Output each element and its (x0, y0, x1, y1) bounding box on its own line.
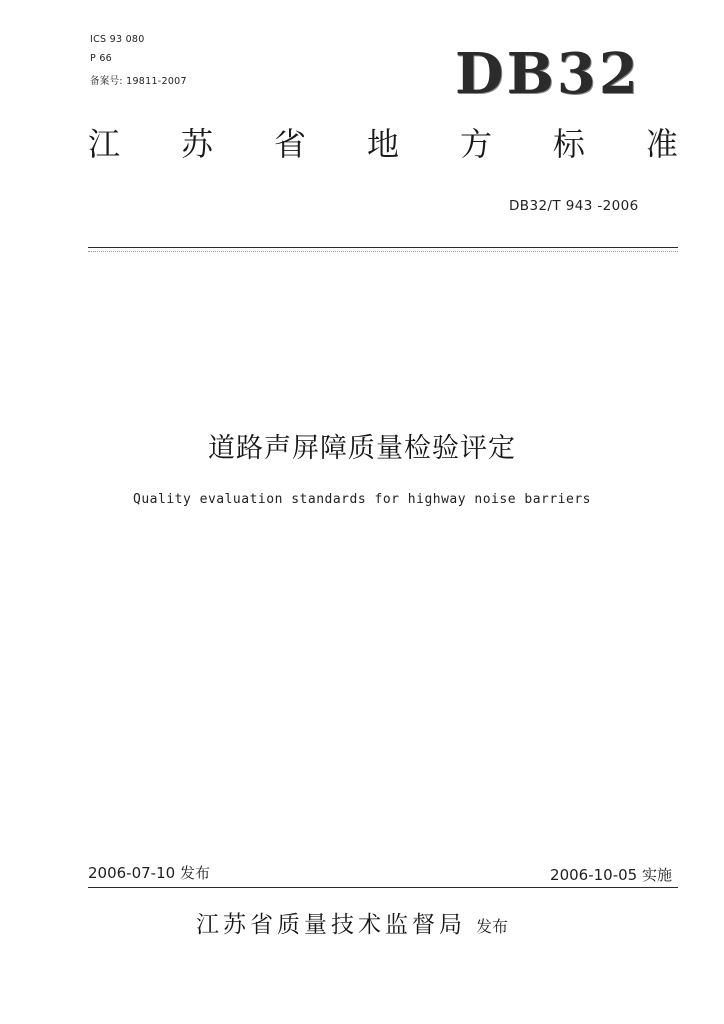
issuer-action: 发布 (476, 917, 509, 936)
ics-code: ICS 93 080 (90, 34, 145, 45)
standard-type-char: 标 (552, 125, 585, 163)
p-classification: P 66 (90, 53, 112, 64)
footer-divider (88, 887, 678, 888)
standard-type-char: 苏 (180, 125, 213, 163)
effective-date: 2006-10-05 实施 (550, 866, 672, 884)
header-divider (88, 247, 678, 248)
filing-number: 备案号: 19811-2007 (90, 76, 187, 87)
document-title-english: Quality evaluation standards for highway noise barriers (133, 492, 591, 507)
db32-logo: DB32 (455, 41, 641, 107)
document-title-chinese: 道路声屏障质量检验评定 (208, 433, 516, 464)
standard-type-heading (88, 125, 678, 163)
standard-type-char: 省 (273, 125, 306, 163)
issue-date: 2006-07-10 发布 (88, 864, 210, 882)
issuing-authority (196, 906, 508, 939)
standard-type-char: 方 (459, 125, 492, 163)
standard-number: DB32/T 943 -2006 (509, 198, 639, 214)
standard-type-char: 江 (88, 125, 121, 163)
standard-type-char: 地 (366, 125, 399, 163)
header-divider-secondary (88, 251, 678, 252)
issuer-name: 江苏省质量技术监督局 (196, 912, 466, 938)
standard-type-char: 准 (645, 125, 678, 163)
